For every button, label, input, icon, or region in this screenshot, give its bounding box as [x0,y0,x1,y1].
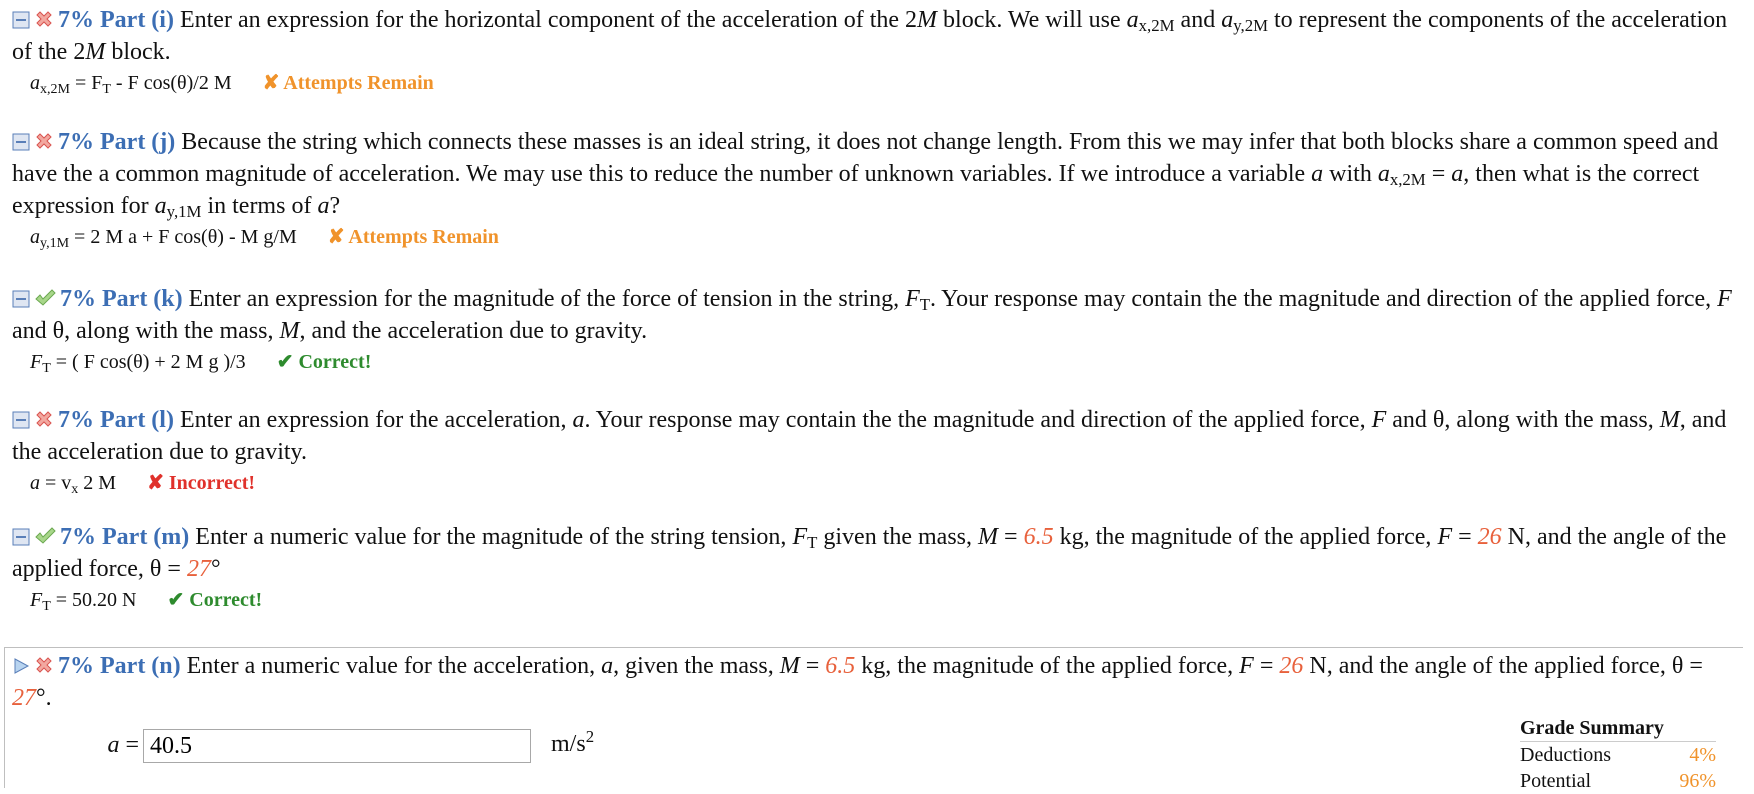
part-i-answer: $a_{x,2M} = F_T - F$ cos(θ)/2 M ✘ Attempts Remain [30,72,434,97]
part-k-answer: $F_T$ = ( F cos(θ) + 2 M g )/3 ✔ Correct! [30,351,372,376]
part-l-question: 7% Part (l) Enter an expression for the acceleration, a. Your response may contain the the magnitude and direction of the applied force, F and θ, along with the mass, M, and the acceleration due to gravity. [12,407,1727,465]
correct-check-icon [34,288,56,308]
part-m-header: 7% Part (m) [60,524,190,550]
correct-check-icon [34,526,56,546]
answer-input[interactable] [143,729,531,763]
correct-status: ✔ Correct! [276,351,372,373]
incorrect-x-icon [34,9,54,29]
attempts-remain-status: ✘ Attempts Remain [262,72,434,94]
part-i-question: 7% Part (i) Enter an expression for the horizontal component of the acceleration of the 2M block. We will use $a_{x,2M}$ and $a_{y,2M}$ to represent the components of the acceleration of the 2M block. [12,7,1728,65]
part-l [12,404,1737,496]
collapse-icon[interactable] [12,11,30,29]
part-j-header: 7% Part (j) [58,129,176,155]
incorrect-x-icon [34,131,54,151]
deductions-label: Deductions [1520,744,1612,766]
part-k [12,283,1737,375]
part-i-header: 7% Part (i) [58,7,174,33]
incorrect-x-icon [34,655,54,675]
part-l-header: 7% Part (l) [58,407,174,433]
grade-summary [1520,715,1716,794]
part-n-header: 7% Part (n) [58,653,181,679]
collapse-icon[interactable] [12,133,30,151]
part-j [12,126,1737,250]
part-l-answer: $a = v_x$ 2 M ✘ Incorrect! [30,472,256,497]
part-k-question: 7% Part (k) Enter an expression for the magnitude of the force of tension in the string, $F_T$. Your response may contain the the magnitude and direction of the applied force, F and θ, along with the mass, M, and the acceleration due to gravity. [12,286,1732,344]
deductions-value: 4% [1689,744,1716,766]
part-k-header: 7% Part (k) [60,286,183,312]
collapse-icon[interactable] [12,411,30,429]
expand-arrow-icon[interactable] [12,657,30,675]
potential-label: Potential [1520,770,1592,792]
part-m-question: 7% Part (m) Enter a numeric value for the magnitude of the string tension, $F_T$ given the mass, M = 6.5 kg, the magnitude of the applied force, F = 26 N, and the angle of the applied force, θ = 27° [12,524,1727,582]
part-j-answer: $a_{y,1M} = 2$ M a + F cos(θ) - M g/M ✘ Attempts Remain [30,226,499,251]
part-j-question: 7% Part (j) Because the string which connects these masses is an ideal string, it does not change length. From this we may infer that both blocks share a common speed and have the a common magnitude of acceleration. We may use this to reduce the number of unknown variables. If we introduce a variable a with $a_{x,2M} = a$, then what is the correct expression for $a_{y,1M}$ in terms of a? [12,129,1719,221]
collapse-icon[interactable] [12,290,30,308]
collapse-icon[interactable] [12,528,30,546]
part-i [12,4,1737,96]
incorrect-x-icon [34,409,54,429]
attempts-remain-status: ✘ Attempts Remain [327,226,499,248]
grade-summary-title: Grade Summary [1520,715,1716,742]
answer-label: a = [107,731,139,758]
answer-input-row [95,729,531,763]
part-n [12,650,1737,714]
part-m [12,521,1737,613]
potential-value: 96% [1679,770,1716,792]
units-label: $m/s^2$ [551,727,595,757]
potential-row [1520,768,1716,794]
deductions-row [1520,742,1716,768]
incorrect-status: ✘ Incorrect! [147,472,256,494]
correct-status: ✔ Correct! [167,589,263,611]
part-n-question: 7% Part (n) Enter a numeric value for the acceleration, a, given the mass, M = 6.5 kg, the magnitude of the applied force, F = 26 N, and the angle of the applied force, θ = 27°. [12,653,1703,711]
part-m-answer: $F_T = 50.20$ N ✔ Correct! [30,589,263,614]
